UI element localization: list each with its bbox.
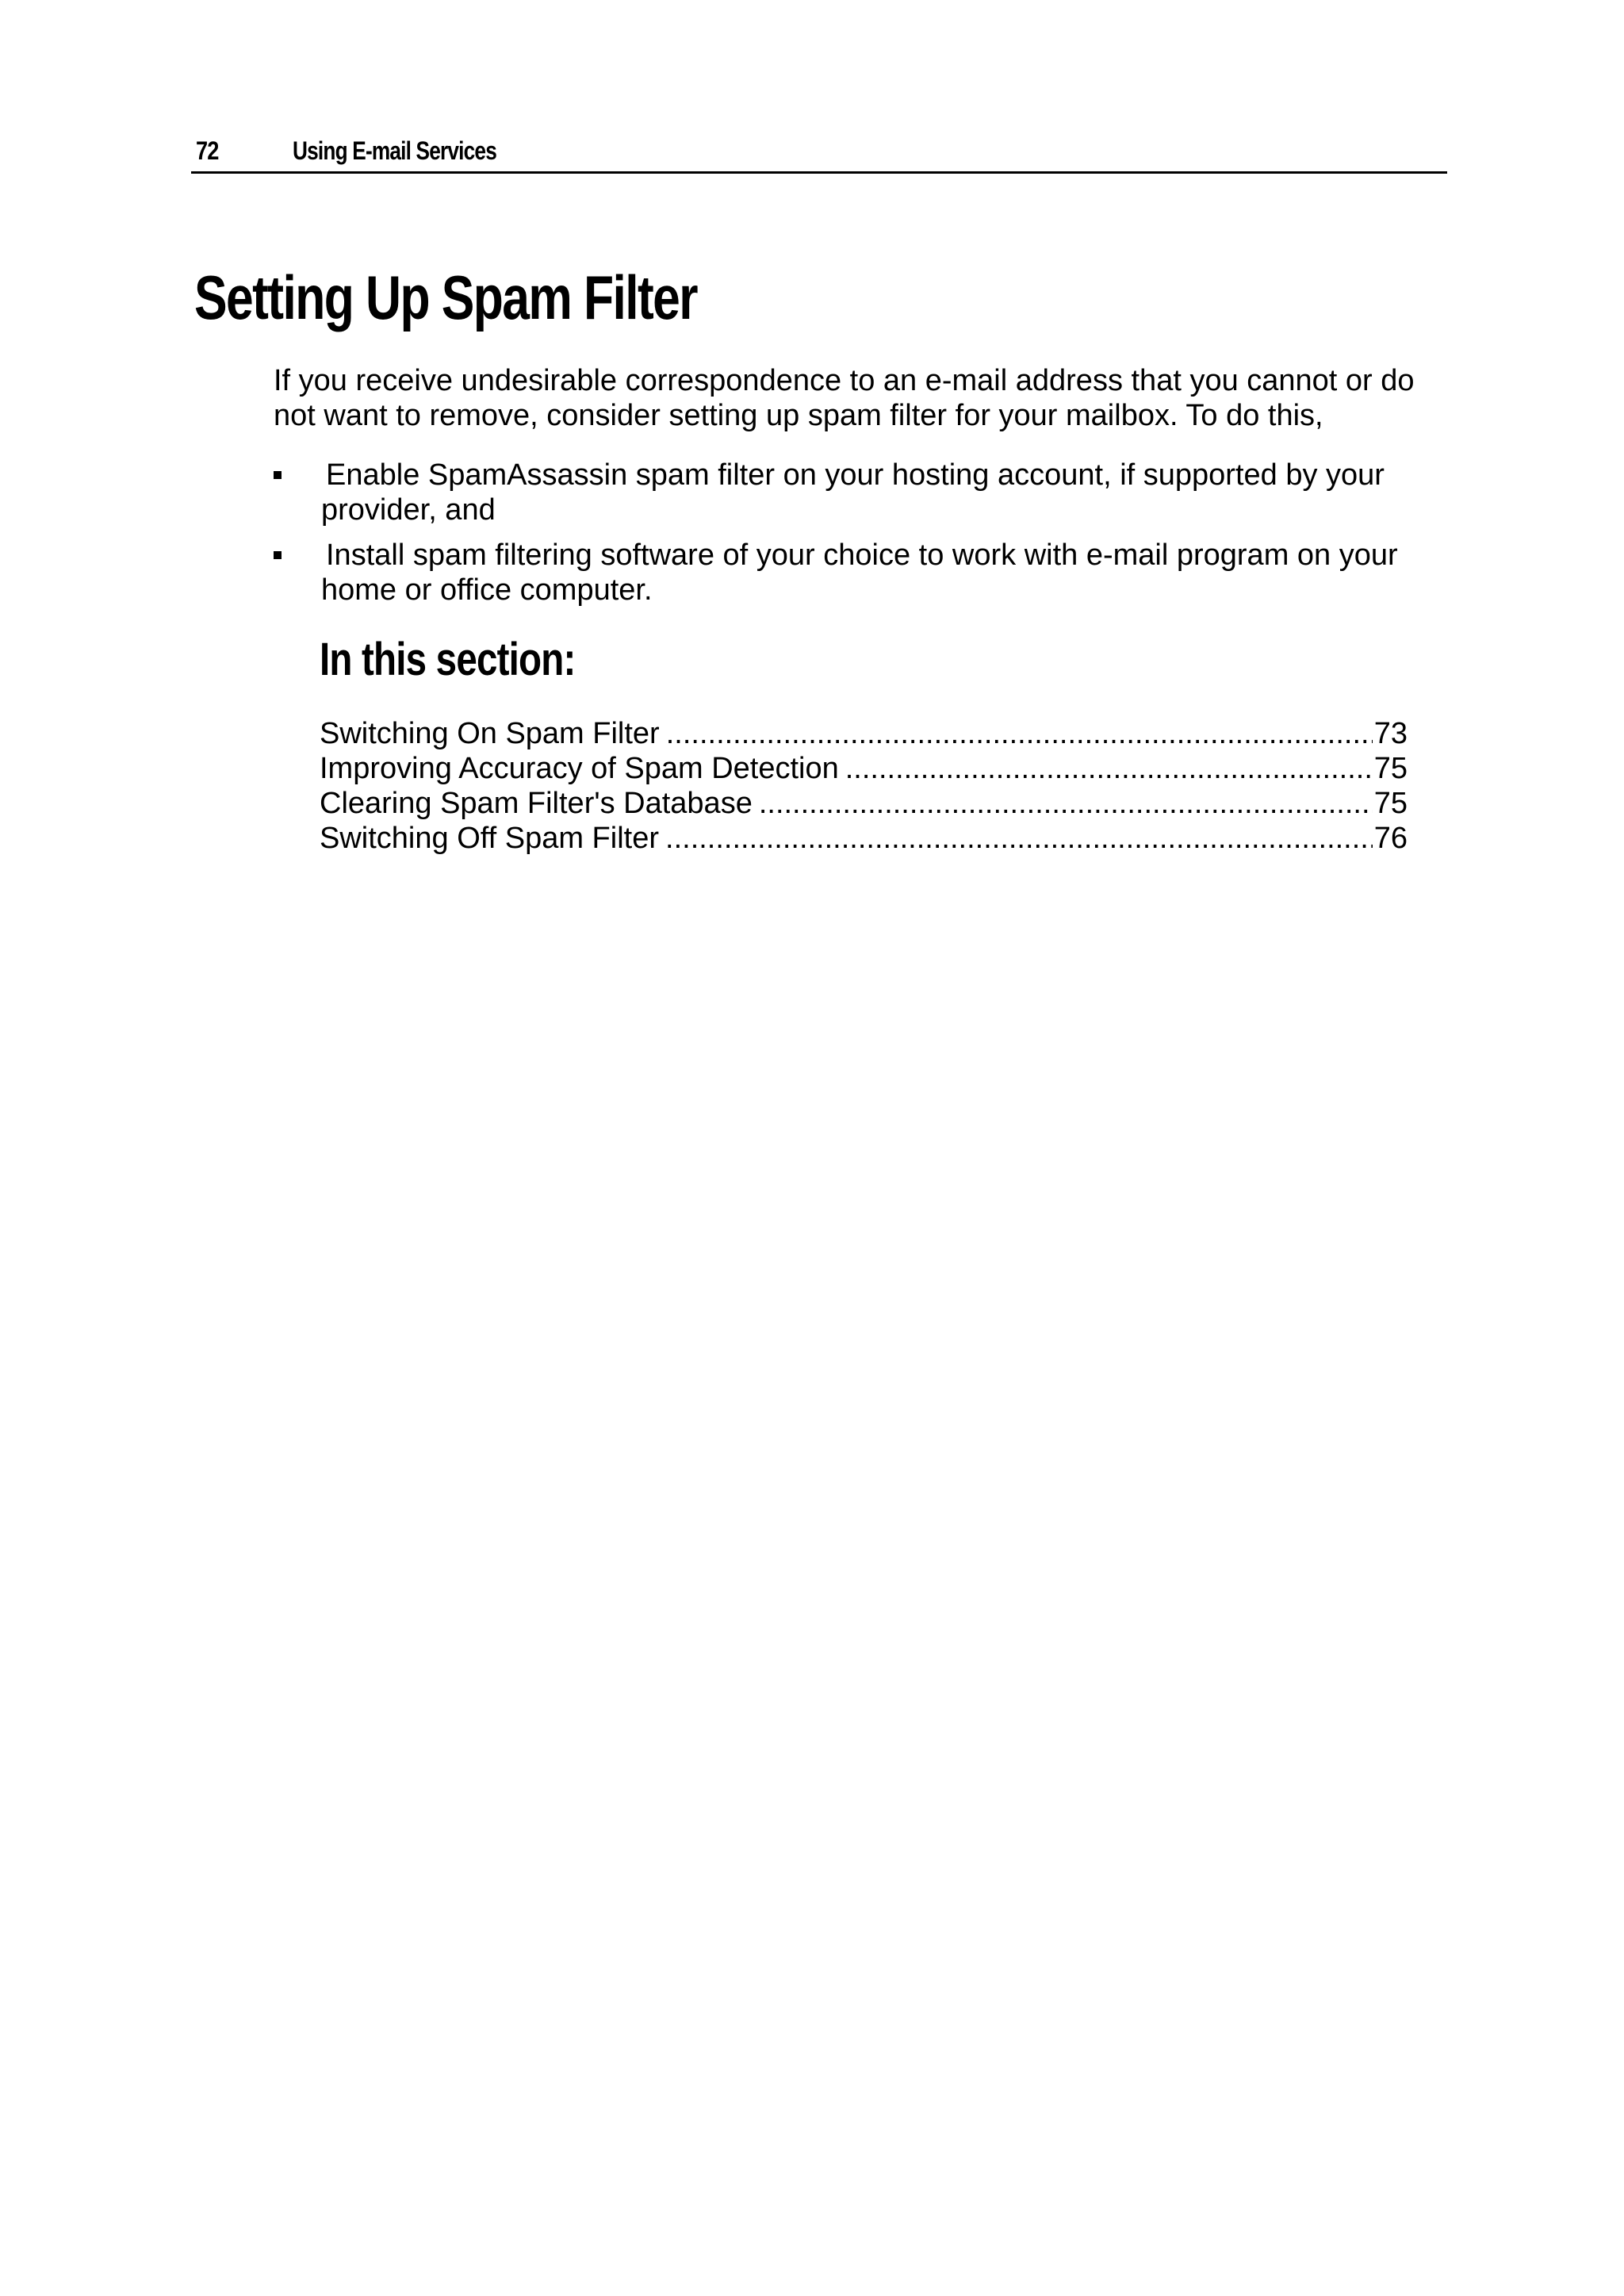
toc-entry-label[interactable]: Switching Off Spam Filter [320, 822, 660, 855]
toc-leader-dots [665, 821, 1373, 856]
toc-leader-dots [759, 786, 1373, 821]
square-bullet-icon [274, 551, 282, 559]
toc-entry-label[interactable]: Clearing Spam Filter's Database [320, 787, 753, 820]
toc-entry[interactable] [320, 786, 1408, 821]
square-bullet-icon [274, 471, 282, 479]
toc-entry-page[interactable]: 75 [1373, 787, 1408, 820]
bullet-text: Install spam filtering software of your choice to work with e-mail program on your home or office computer. [321, 539, 1398, 607]
intro-paragraph: If you receive undesirable correspondence to an e-mail address that you cannot or do not want to remove, consider setting up spam filter for your mailbox. To do this, [274, 364, 1415, 432]
toc-entry[interactable] [320, 751, 1408, 786]
toc-entry-page[interactable]: 76 [1373, 822, 1408, 855]
running-header [191, 136, 1447, 174]
toc-entry[interactable] [320, 821, 1408, 856]
toc-leader-dots [666, 716, 1373, 751]
toc-entry[interactable] [320, 716, 1408, 751]
page-number: 72 [196, 136, 219, 165]
in-this-section-heading: In this section: [320, 634, 576, 685]
section-toc [320, 716, 1408, 856]
toc-entry-label[interactable]: Improving Accuracy of Spam Detection [320, 752, 839, 785]
bullet-text: Enable SpamAssassin spam filter on your hosting account, if supported by your provider, and [321, 458, 1385, 527]
toc-leader-dots [845, 751, 1373, 786]
chapter-title: Using E-mail Services [293, 136, 496, 165]
toc-entry-page[interactable]: 73 [1373, 717, 1408, 750]
bullet-list [274, 458, 1447, 618]
list-item [274, 458, 1447, 527]
toc-entry-label[interactable]: Switching On Spam Filter [320, 717, 660, 750]
list-item [274, 538, 1447, 608]
section-title: Setting Up Spam Filter [194, 263, 697, 332]
toc-entry-page[interactable]: 75 [1373, 752, 1408, 785]
